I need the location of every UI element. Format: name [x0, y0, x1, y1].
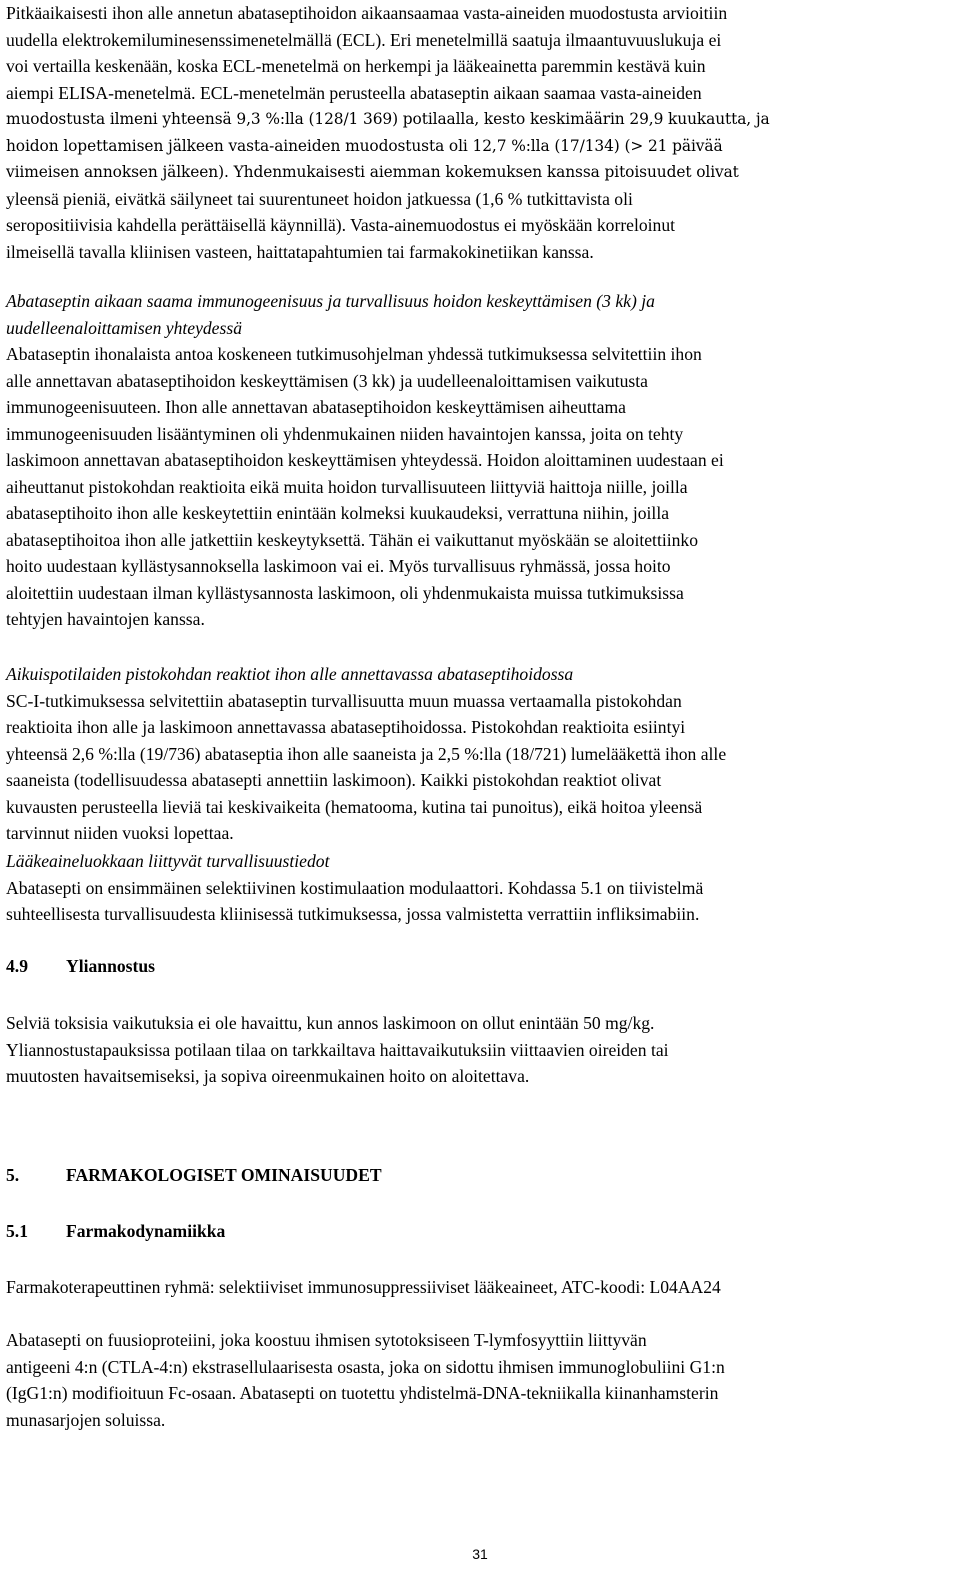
text-line: SC-I-tutkimuksessa selvitettiin abataseptin turvallisuutta muun muassa vertaamalla pistokohdan: [6, 690, 682, 711]
section-title: Aikuispotilaiden pistokohdan reaktiot ihon alle annettavassa abataseptihoidossa: [6, 664, 574, 684]
text-line: Yliannostustapauksissa potilaan tilaa on tarkkailtava haittavaikutuksiin viittaavien oireiden tai: [6, 1039, 669, 1060]
text-line: tarvinnut niiden vuoksi lopettaa.: [6, 823, 234, 843]
text-line: abataseptihoito ihon alle keskeytettiin enintään kolmeksi kuukaudeksi, verrattuna niihin, joilla: [6, 503, 670, 523]
heading-number: 5.1: [6, 1221, 28, 1241]
text-line: immunogeenisuuteen. Ihon alle annettavan abataseptihoidon keskeyttämisen aiheuttama: [6, 397, 626, 417]
section-overdose: [6, 1010, 669, 1090]
text-line: hoito uudestaan kyllästysannoksella laskimoon vai ei. Myös turvallisuus ryhmässä, jossa hoito: [6, 556, 671, 576]
paragraph-ecl-immunogenicity: [6, 0, 770, 265]
text-line: muutosten havaitsemiseksi, ja sopiva oireenmukainen hoito on aloitettava.: [6, 1066, 530, 1086]
text-line: aloitettiin uudestaan ilman kyllästysannosta laskimoon, oli yhdenmukaista muissa tutkimuksissa: [6, 582, 684, 603]
heading-number: 5.: [6, 1165, 20, 1185]
text-line: muodostusta ilmeni yhteensä 9,3 %:lla (128/1 369) potilaalla, kesto keskimäärin 29,9 kuukautta, ja: [6, 110, 770, 128]
text-line: alle annettavan abataseptihoidon keskeyttämisen (3 kk) ja uudelleenaloittamisen vaikutusta: [6, 370, 648, 391]
text-line: laskimoon annettavan abataseptihoidon keskeyttämisen yhteydessä. Hoidon aloittaminen uudestaan ei: [6, 450, 724, 470]
text-line: kuvausten perusteella lieviä tai keskivaikeita (hematooma, kutina tai punoitus), eikä hoitoa yleensä: [6, 796, 703, 817]
heading-title: Yliannostus: [66, 956, 155, 976]
heading-4-9: [6, 953, 155, 979]
section-injection-site-reactions: [6, 661, 726, 847]
heading-5: [6, 1162, 382, 1188]
text-line: tehtyjen havaintojen kanssa.: [6, 609, 205, 629]
text-line: aiempi ELISA-menetelmä. ECL-menetelmän perusteella abataseptin aikaan saamaa vasta-aineiden: [6, 82, 702, 103]
text-line: suhteellisesta turvallisuudesta kliinisessä tutkimuksessa, jossa valmistetta verrattiin infliksimabiin.: [6, 904, 700, 924]
page-number: 31: [472, 1546, 488, 1562]
text-line: munasarjojen soluissa.: [6, 1409, 166, 1430]
text-line: yleensä pieniä, eivätkä säilyneet tai suurentuneet hoidon jatkuessa (1,6 % tutkittavista oli: [6, 188, 633, 209]
text-line: yhteensä 2,6 %:lla (19/736) abataseptia ihon alle saaneista ja 2,5 %:lla (18/721) lumelääkettä ihon alle: [6, 743, 727, 764]
text-line: Selviä toksisia vaikutuksia ei ole havaittu, kun annos laskimoon on ollut enintään 50 mg/kg.: [6, 1013, 655, 1033]
text-line: hoidon lopettamisen jälkeen vasta-aineiden muodostusta oli 12,7 %:lla (17/134) (> 21 päivää: [6, 136, 723, 155]
heading-5-1: [6, 1218, 225, 1244]
heading-title: FARMAKOLOGISET OMINAISUUDET: [66, 1165, 382, 1185]
heading-title: Farmakodynamiikka: [66, 1221, 226, 1241]
section-immunogenicity-interruption: [6, 288, 724, 633]
text-line: immunogeenisuuden lisääntyminen oli yhdenmukainen niiden havaintojen kanssa, joita on tehty: [6, 423, 684, 444]
text-line: saaneista (todellisuudessa abatasepti annettiin laskimoon). Kaikki pistokohdan reaktiot olivat: [6, 770, 662, 790]
section-title: Lääkeaineluokkaan liittyvät turvallisuustiedot: [6, 851, 330, 871]
section-title-line: Abataseptin aikaan saama immunogeenisuus ja turvallisuus hoidon keskeyttämisen (3 kk) ja: [6, 291, 655, 311]
text-line: Abataseptin ihonalaista antoa koskeneen tutkimusohjelman yhdessä tutkimuksessa selvitettiin ihon: [6, 344, 702, 364]
text-line: viimeisen annoksen jälkeen). Yhdenmukaisesti aiemman kokemuksen kanssa pitoisuudet olivat: [6, 163, 739, 181]
section-pharmacotherapeutic-group: [6, 1274, 721, 1301]
text-line: ilmeisellä tavalla kliinisen vasteen, haittatapahtumien tai farmakokinetiikan kanssa.: [6, 241, 594, 262]
text-line: uudella elektrokemiluminesenssimenetelmällä (ECL). Eri menetelmillä saatuja ilmaantuvuuslukuja ei: [6, 29, 722, 50]
text-line: voi vertailla keskenään, koska ECL-menetelmä on herkempi ja lääkeainetta paremmin kestävä kuin: [6, 56, 706, 76]
text-line: Abatasepti on ensimmäinen selektiivinen kostimulaation modulaattori. Kohdassa 5.1 on tiivistelmä: [6, 877, 704, 898]
text-line: abataseptihoitoa ihon alle jatkettiin keskeytyksettä. Tähän ei vaikuttanut myöskään se aloitettiinko: [6, 529, 698, 550]
text-line: Pitkäaikaisesti ihon alle annetun abataseptihoidon aikaansaamaa vasta-aineiden muodostusta arvioitiin: [6, 3, 728, 23]
text-line: Farmakoterapeuttinen ryhmä: selektiiviset immunosuppressiiviset lääkeaineet, ATC-koodi: L04AA24: [6, 1277, 721, 1297]
section-pharmacodynamics-description: [6, 1327, 725, 1433]
text-line: Abatasepti on fuusioproteiini, joka koostuu ihmisen sytotoksiseen T-lymfosyyttiin liittyvän: [6, 1330, 647, 1350]
text-line: reaktioita ihon alle ja laskimoon annettavassa abataseptihoidossa. Pistokohdan reaktioita esiintyi: [6, 717, 686, 737]
section-class-safety: [6, 848, 703, 928]
section-title-line: uudelleenaloittamisen yhteydessä: [6, 317, 242, 338]
text-line: seropositiivisia kahdella perättäisellä käynnillä). Vasta-ainemuodostus ei myöskään korreloinut: [6, 215, 676, 235]
heading-number: 4.9: [6, 956, 28, 976]
text-line: antigeeni 4:n (CTLA-4:n) ekstrasellulaarisesta osasta, joka on sidottu ihmisen immunoglobuliini G1:n: [6, 1356, 725, 1377]
text-line: aiheuttanut pistokohdan reaktioita eikä muita hoidon turvallisuuteen liittyviä haittoja niille, joilla: [6, 476, 688, 497]
text-line: (IgG1:n) modifioituun Fc-osaan. Abatasepti on tuotettu yhdistelmä-DNA-tekniikalla kiinanhamsterin: [6, 1383, 719, 1403]
